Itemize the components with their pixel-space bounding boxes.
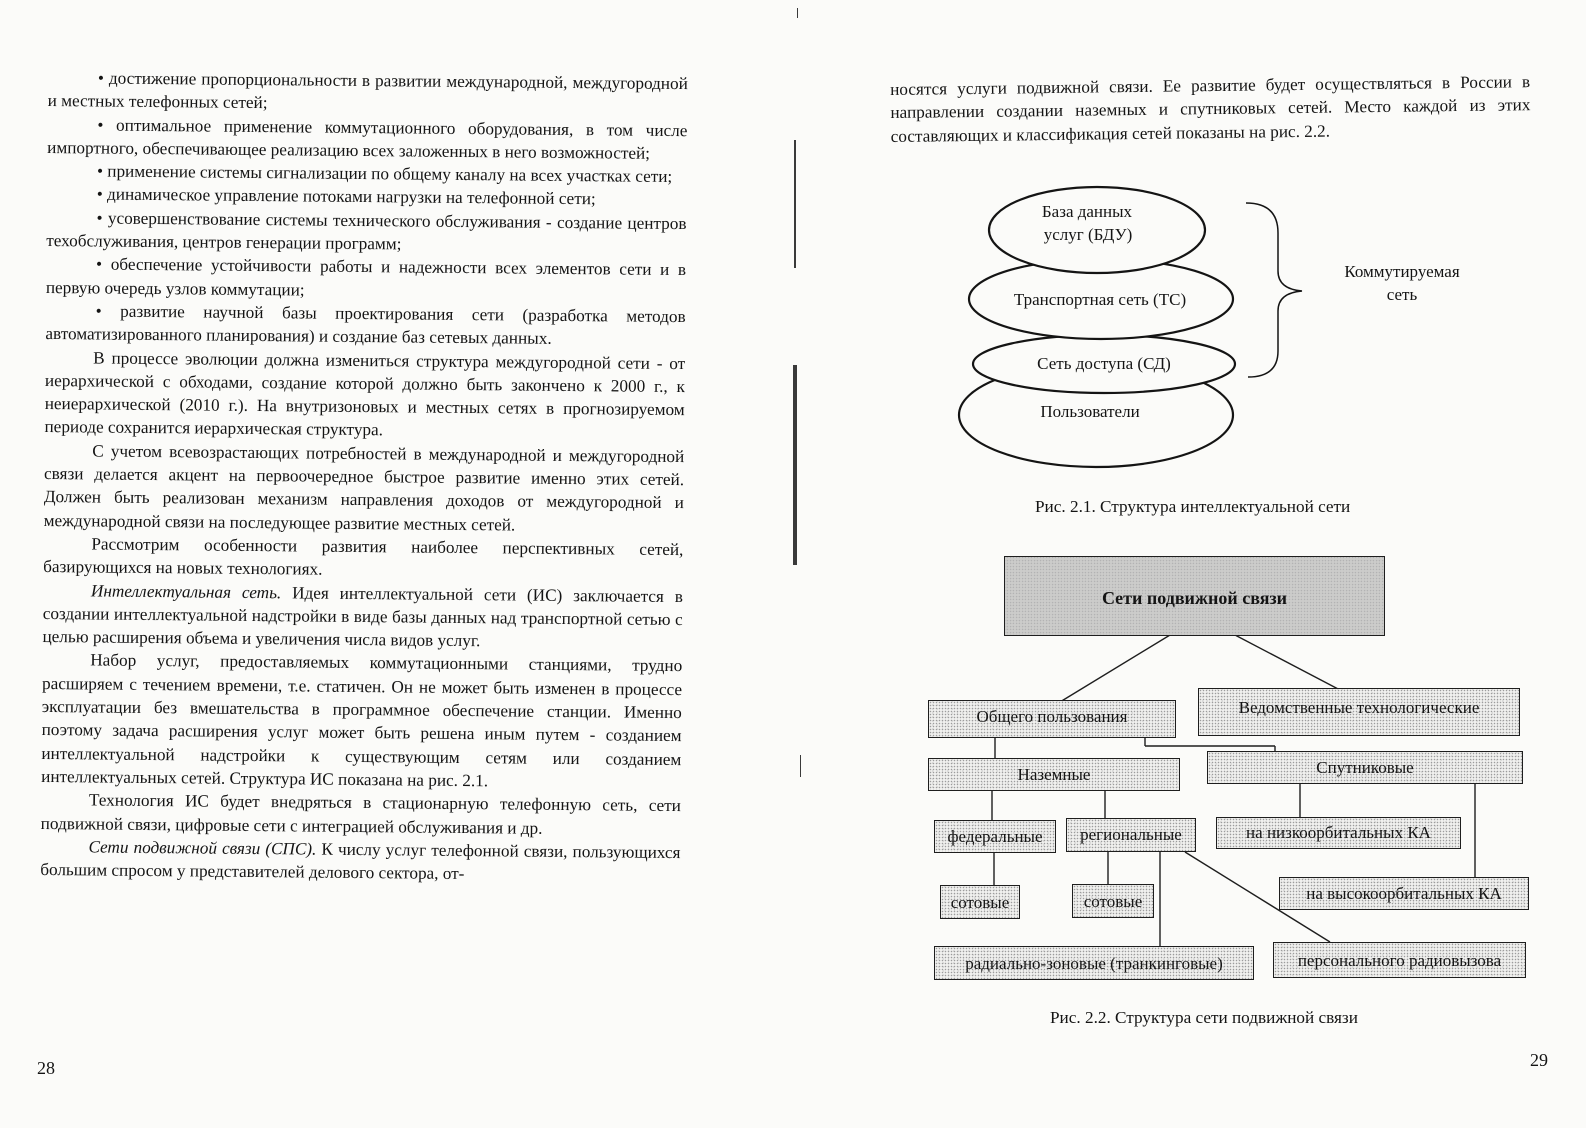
paragraph-body: Идея интеллектуальной сети (ИС) заключается в создании интеллектуальной надстройки в виде базы данных над транспортной сетью с целью расширения объема и увеличения числа видов услуг. [42, 582, 684, 651]
node-terrestrial [928, 758, 1180, 791]
node-label: на низкоорбитальных КА [1246, 823, 1431, 842]
node-label: Спутниковые [1316, 758, 1414, 777]
bullet-item: • усовершенствование системы технического обслуживания - создание центров техобслуживания, центров генерации программ; [46, 208, 687, 254]
paragraph: носятся услуги подвижной связи. Ее развитие будет осуществляться в России в направлении создании наземных и спутниковых сетей. Место каждой из этих составляющих и классификация сетей показаны на рис. 2.2. [890, 72, 1531, 146]
node-label: Сети подвижной связи [1101, 588, 1288, 608]
node-label: региональные [1080, 825, 1182, 844]
node-label: персонального радиовызова [1297, 951, 1502, 970]
figure-caption: Рис. 2.1. Структура интеллектуальной сети [1035, 497, 1351, 516]
node-paging [1273, 942, 1526, 978]
sd-label: Сеть доступа (СД) [1037, 354, 1171, 373]
bullet-item: • развитие научной базы проектирования сети (разработка методов автоматизированного планирования) и создание баз сетевых данных. [45, 301, 686, 349]
paragraph: Технология ИС будет внедряться в стационарную телефонную сеть, сети подвижной связи, цифровые сети с интеграцией обслуживания и др. [40, 790, 682, 838]
node-high-orbit [1279, 877, 1529, 910]
paragraph-body: К числу услуг телефонной связи, пользующихся большим спросом у представителей делового сектора, от- [40, 839, 681, 884]
switched-network-label-line2: сеть [1386, 285, 1418, 304]
node-label: Наземные [1017, 765, 1091, 784]
node-label: радиально-зоновые (транкинговые) [965, 954, 1223, 973]
switched-network-label-line1: Коммутируемая [1344, 262, 1460, 281]
node-departmental [1198, 688, 1520, 736]
section-term: Интеллектуальная сеть. [90, 580, 282, 602]
node-label: федеральные [947, 827, 1043, 846]
section-term: Сети подвижной связи (СПС). [88, 837, 317, 859]
bullet-item: • оптимальное применение коммутационного оборудования, в том числе импортного, обеспечивающее реализацию всех заложенных в него возможностей; [47, 115, 688, 163]
bullet-item: • динамическое управление потоками нагрузки на телефонной сети; [96, 184, 596, 209]
paragraph: Набор услуг, предоставляемых коммутационными станциями, трудно расширяем с течением времени, т.е. статичен. Он не может быть изменен в процессе эксплуатации без вмешательства в программное обеспечение станции. Именно поэтому задача расширения услуг может быть решена иным путем - созданием интеллектуальной надстройки к существующим сетям или созданием интеллектуальных сетей. Структура ИС показана на рис. 2.1. [41, 650, 683, 791]
page-number-right: 29 [1530, 1050, 1548, 1070]
node-cellular-regional [1072, 884, 1154, 918]
node-label: сотовые [1083, 892, 1143, 911]
node-label: Общего пользования [976, 707, 1128, 726]
node-cellular-federal [940, 885, 1020, 919]
bullet-item: • обеспечение устойчивости работы и надежности всех элементов сети и в первую очередь узлов коммутации; [45, 254, 687, 300]
users-label: Пользователи [1040, 402, 1140, 421]
node-label: Ведомственные технологические [1238, 698, 1480, 717]
paragraph: С учетом всевозрастающих потребностей в международной и междугородной связи делается акцент на первоочередное быстрое развитие именно этих сетей. Должен быть реализован механизм направления доходов от междугородной и международной связи на последующее развитие местных сетей. [43, 441, 685, 535]
node-label: сотовые [950, 893, 1010, 912]
node-regional [1066, 818, 1196, 852]
node-low-orbit [1216, 817, 1461, 849]
node-public [928, 700, 1176, 738]
page-number-left: 28 [37, 1058, 55, 1078]
node-label: на высокоорбитальных КА [1306, 884, 1502, 903]
paragraph: В процессе эволюции должна измениться структура междугородной сети - от иерархической с обходами, создание которой должно быть закончено к 2000 г., к неиерархической (2010 г.). На внутризоновых и местных сетях в прогнозируемом периоде сохранится иерархическая структура. [44, 348, 686, 440]
figure-caption: Рис. 2.2. Структура сети подвижной связи [1050, 1008, 1358, 1027]
node-mobile-networks [1004, 556, 1385, 636]
node-satellite [1207, 751, 1523, 784]
bullet-item: • достижение пропорциональности в развитии международной, междугородной и местных телефонных сетей; [47, 68, 688, 113]
bullet-item: • применение системы сигнализации по общему каналу на всех участках сети; [96, 161, 673, 187]
bdu-label-line2: услуг (БДУ) [1043, 225, 1133, 244]
paragraph: Рассмотрим особенности развития наиболее перспективных сетей, базирующихся на новых технологиях. [43, 534, 684, 579]
ts-label: Транспортная сеть (ТС) [1013, 290, 1187, 309]
node-trunking [934, 946, 1254, 980]
bdu-label-line1: База данных [1041, 202, 1133, 221]
node-federal [934, 820, 1056, 853]
